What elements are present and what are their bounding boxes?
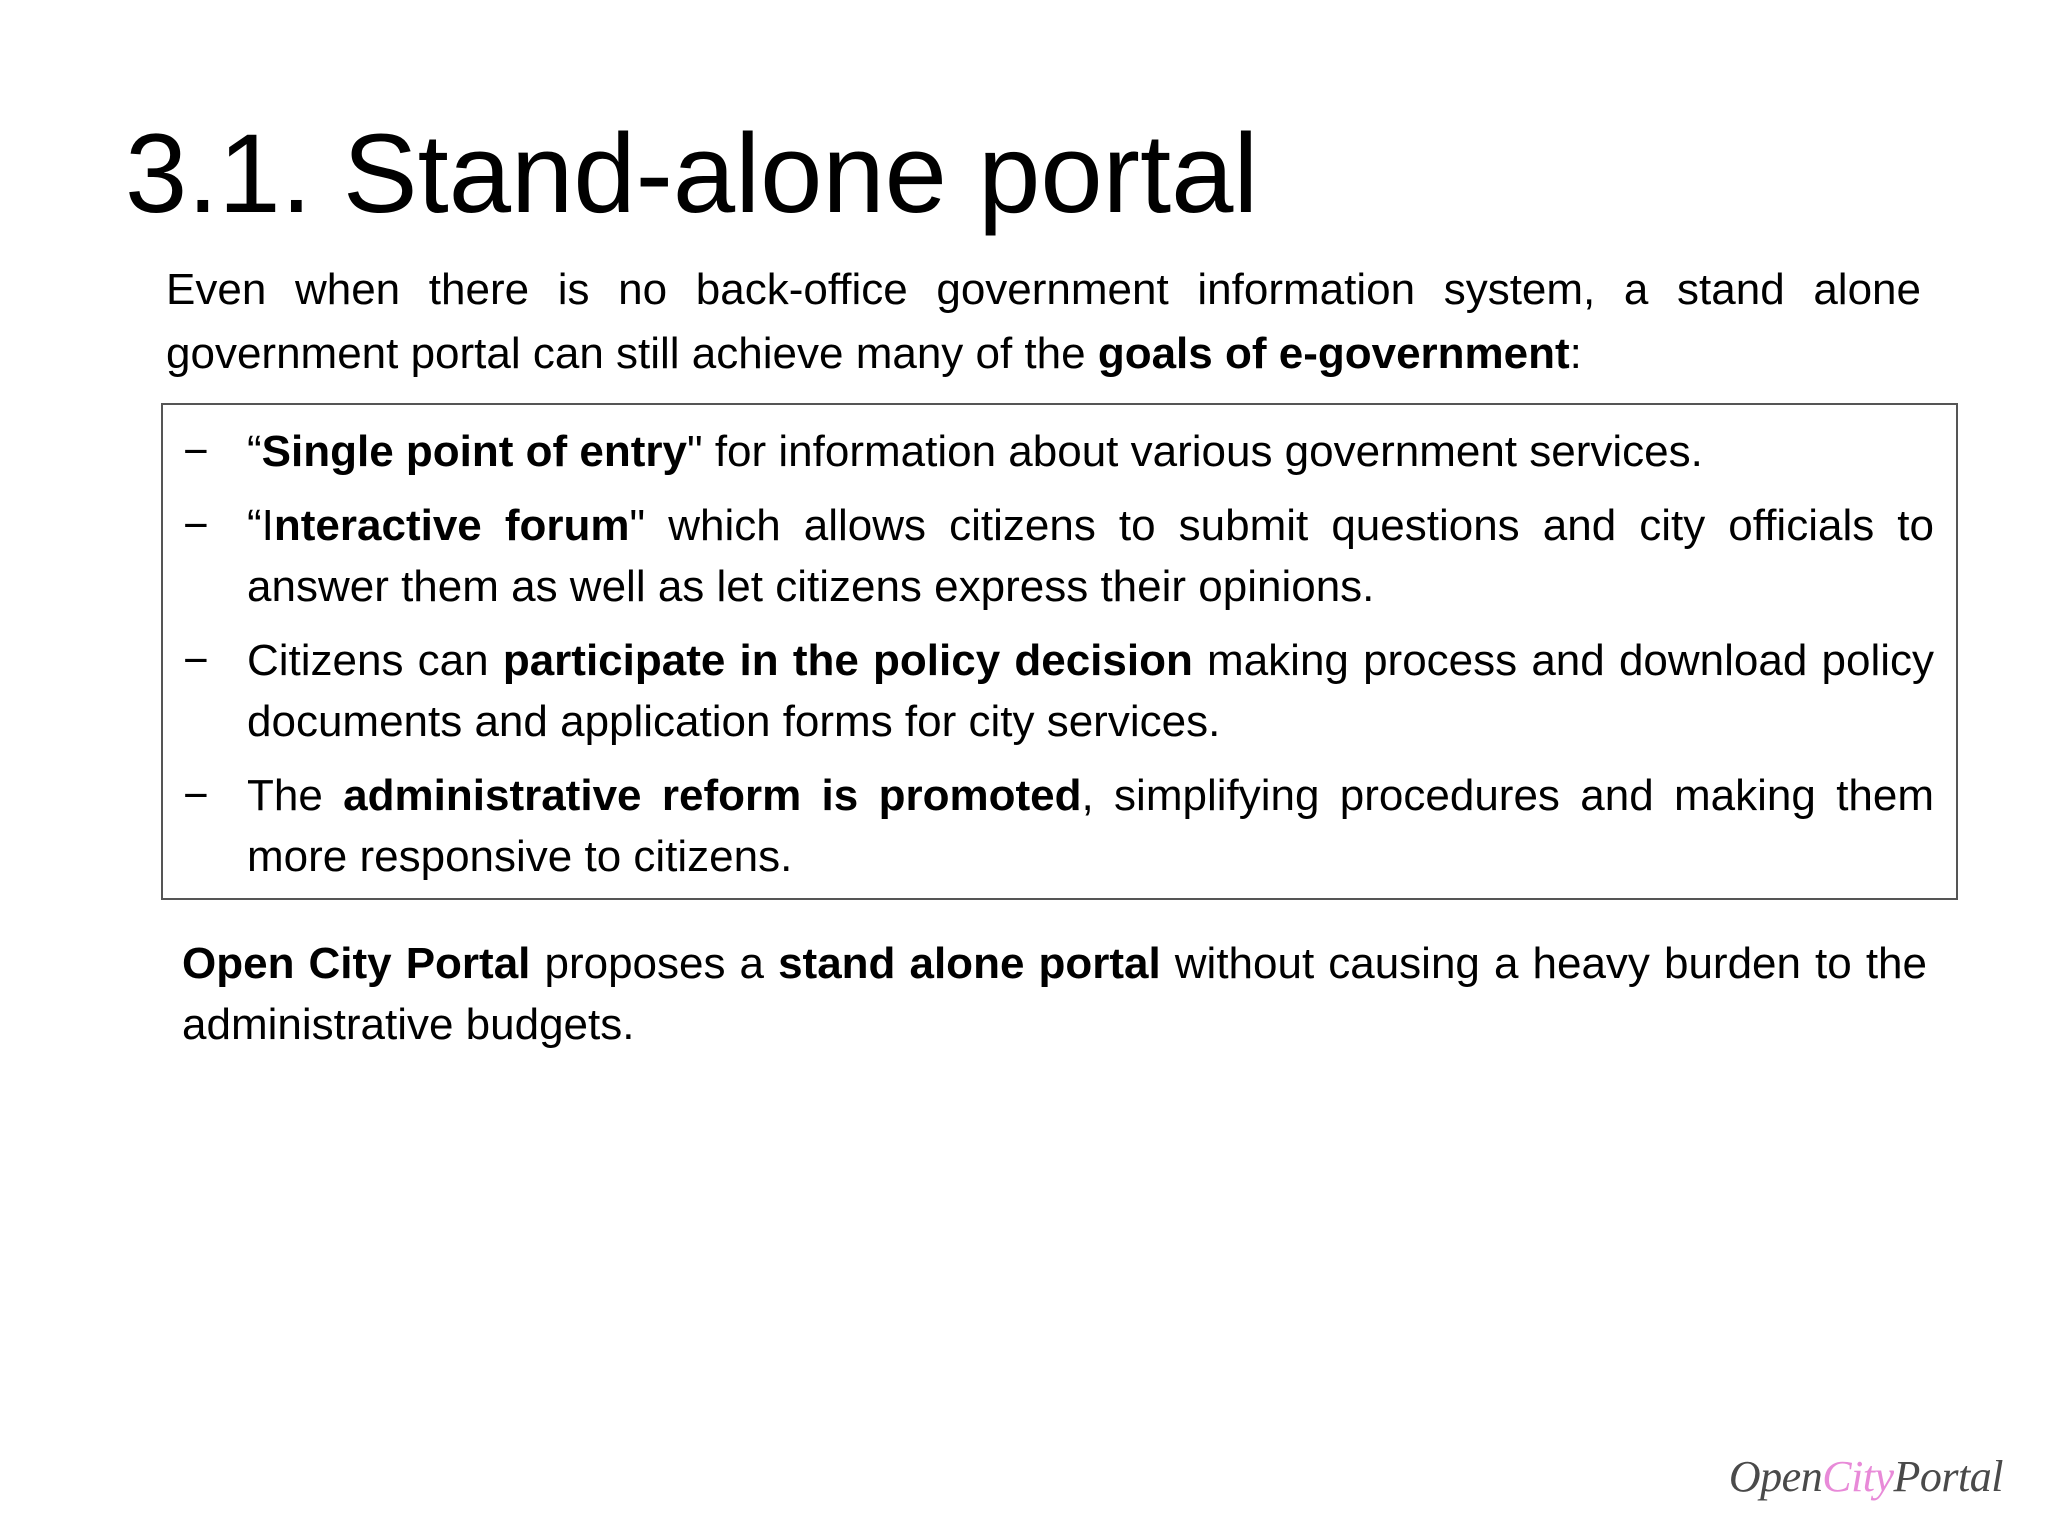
conclusion-paragraph (182, 933, 1927, 1055)
list-item (163, 630, 1956, 752)
open-city-portal-logo (1729, 1451, 2003, 1502)
intro-emphasis: goals of e-government (1097, 329, 1570, 378)
bullet-text: making process and download policy documents and application forms for city services. (247, 636, 1935, 746)
goals-box (161, 403, 1958, 900)
bullet-emphasis: nteractive forum (273, 501, 630, 550)
bullet-text: “I (247, 501, 274, 550)
dash-bullet-icon: − (183, 771, 209, 820)
bullet-text: , simplifying procedures and making them more responsive to citizens. (247, 771, 1935, 881)
list-item (163, 765, 1956, 887)
logo-word-city: City (1822, 1452, 1894, 1501)
bullet-emphasis: participate in the policy decision (502, 636, 1193, 685)
bullet-emphasis: administrative reform is promoted (343, 771, 1082, 820)
dash-bullet-icon: − (183, 501, 209, 550)
bullet-text: “ (247, 427, 262, 476)
intro-colon: : (1569, 329, 1582, 378)
conclusion-text: without causing a heavy burden to the administrative budgets. (182, 939, 1927, 1049)
logo-word-portal: Portal (1893, 1452, 2003, 1501)
dash-bullet-icon: − (183, 636, 209, 685)
intro-paragraph (166, 258, 1921, 386)
bullet-text: " which allows citizens to submit questions and city officials to answer them as well as let citizens express their opinions. (247, 501, 1934, 611)
conclusion-emphasis: stand alone portal (778, 939, 1161, 988)
conclusion-emphasis: Open City Portal (182, 939, 531, 988)
logo-word-open: Open (1728, 1452, 1823, 1501)
list-item (163, 421, 1956, 482)
bullet-text: The (247, 771, 344, 820)
list-item (163, 495, 1956, 617)
bullet-text: Citizens can (247, 636, 503, 685)
bullet-text: " for information about various government services. (686, 427, 1703, 476)
slide-title: 3.1. Stand-alone portal (125, 111, 1259, 236)
intro-text: Even when there is no back-office government information system, a stand alone government portal can still achieve many of the (166, 265, 1921, 378)
goals-list (163, 421, 1956, 900)
conclusion-text: proposes a (530, 939, 779, 988)
bullet-emphasis: Single point of entry (261, 427, 687, 476)
dash-bullet-icon: − (183, 427, 209, 476)
